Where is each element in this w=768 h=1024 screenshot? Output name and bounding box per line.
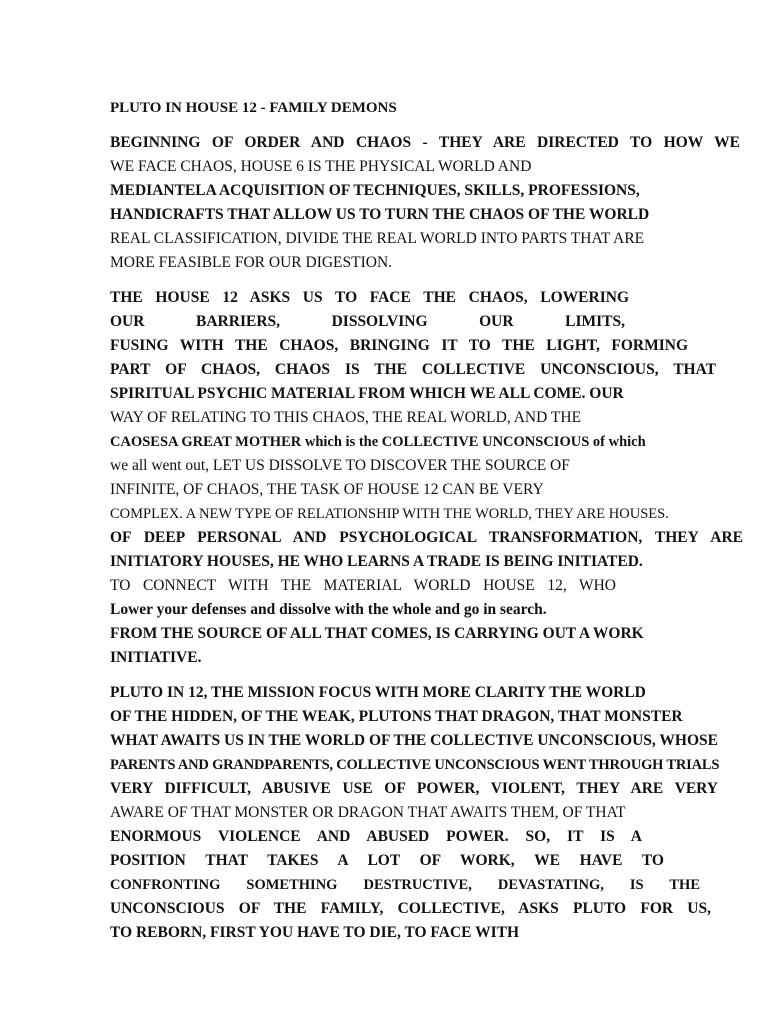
text-line: AWARE OF THAT MONSTER OR DRAGON THAT AWAITS THEM, OF THAT — [110, 804, 626, 821]
text-line: REAL CLASSIFICATION, DIVIDE THE REAL WORLD INTO PARTS THAT ARE — [110, 230, 645, 247]
text-line: Lower your defenses and dissolve with the whole and go in search. — [110, 601, 547, 618]
text-line: BEGINNING OF ORDER AND CHAOS - THEY ARE DIRECTED TO HOW WE — [110, 134, 740, 151]
text-line: CAOSESA GREAT MOTHER which is the COLLECTIVE UNCONSCIOUS of which — [110, 434, 646, 450]
text-line: ENORMOUS VIOLENCE AND ABUSED POWER. SO, IT IS A — [110, 828, 642, 845]
paragraph-3 — [110, 681, 750, 945]
text-line: INFINITE, OF CHAOS, THE TASK OF HOUSE 12 CAN BE VERY — [110, 481, 544, 498]
text-line: we all went out, LET US DISSOLVE TO DISCOVER THE SOURCE OF — [110, 457, 570, 474]
text-line: FUSING WITH THE CHAOS, BRINGING IT TO THE LIGHT, FORMING — [110, 337, 688, 354]
text-line: MORE FEASIBLE FOR OUR DIGESTION. — [110, 254, 393, 271]
text-line: OF THE HIDDEN, OF THE WEAK, PLUTONS THAT DRAGON, THAT MONSTER — [110, 708, 683, 725]
text-line: PARENTS AND GRANDPARENTS, COLLECTIVE UNCONSCIOUS WENT THROUGH TRIALS — [110, 757, 720, 773]
text-line: POSITION THAT TAKES A LOT OF WORK, WE HAVE TO — [110, 852, 664, 869]
text-line: COMPLEX. A NEW TYPE OF RELATIONSHIP WITH THE WORLD, THEY ARE HOUSES. — [110, 506, 669, 522]
paragraph-1 — [110, 131, 750, 275]
text-line: INITIATORY HOUSES, HE WHO LEARNS A TRADE IS BEING INITIATED. — [110, 553, 643, 570]
text-line: UNCONSCIOUS OF THE FAMILY, COLLECTIVE, ASKS PLUTO FOR US, — [110, 900, 711, 917]
text-line: PLUTO IN 12, THE MISSION FOCUS WITH MORE CLARITY THE WORLD — [110, 684, 646, 701]
text-line: THE HOUSE 12 ASKS US TO FACE THE CHAOS, LOWERING — [110, 289, 629, 306]
text-line: OUR BARRIERS, DISSOLVING OUR LIMITS, — [110, 313, 625, 330]
document-page — [110, 96, 750, 945]
text-line: INITIATIVE. — [110, 649, 202, 666]
text-line: FROM THE SOURCE OF ALL THAT COMES, IS CARRYING OUT A WORK — [110, 625, 644, 642]
text-line: MEDIANTELA ACQUISITION OF TECHNIQUES, SKILLS, PROFESSIONS, — [110, 182, 640, 199]
text-line: TO REBORN, FIRST YOU HAVE TO DIE, TO FACE WITH — [110, 924, 520, 941]
text-line: PART OF CHAOS, CHAOS IS THE COLLECTIVE UNCONSCIOUS, THAT — [110, 361, 716, 378]
document-title: PLUTO IN HOUSE 12 - FAMILY DEMONS — [110, 100, 397, 116]
text-line: WAY OF RELATING TO THIS CHAOS, THE REAL WORLD, AND THE — [110, 409, 582, 426]
text-line: SPIRITUAL PSYCHIC MATERIAL FROM WHICH WE ALL COME. OUR — [110, 385, 624, 402]
text-line: TO CONNECT WITH THE MATERIAL WORLD HOUSE 12, WHO — [110, 577, 616, 594]
text-line: CONFRONTING SOMETHING DESTRUCTIVE, DEVASTATING, IS THE — [110, 877, 700, 893]
paragraph-2 — [110, 286, 750, 670]
text-line: VERY DIFFICULT, ABUSIVE USE OF POWER, VIOLENT, THEY ARE VERY — [110, 780, 718, 797]
text-line: WE FACE CHAOS, HOUSE 6 IS THE PHYSICAL WORLD AND — [110, 158, 532, 175]
text-line: WHAT AWAITS US IN THE WORLD OF THE COLLECTIVE UNCONSCIOUS, WHOSE — [110, 732, 718, 749]
text-line: HANDICRAFTS THAT ALLOW US TO TURN THE CHAOS OF THE WORLD — [110, 206, 650, 223]
text-line: OF DEEP PERSONAL AND PSYCHOLOGICAL TRANSFORMATION, THEY ARE — [110, 529, 743, 546]
